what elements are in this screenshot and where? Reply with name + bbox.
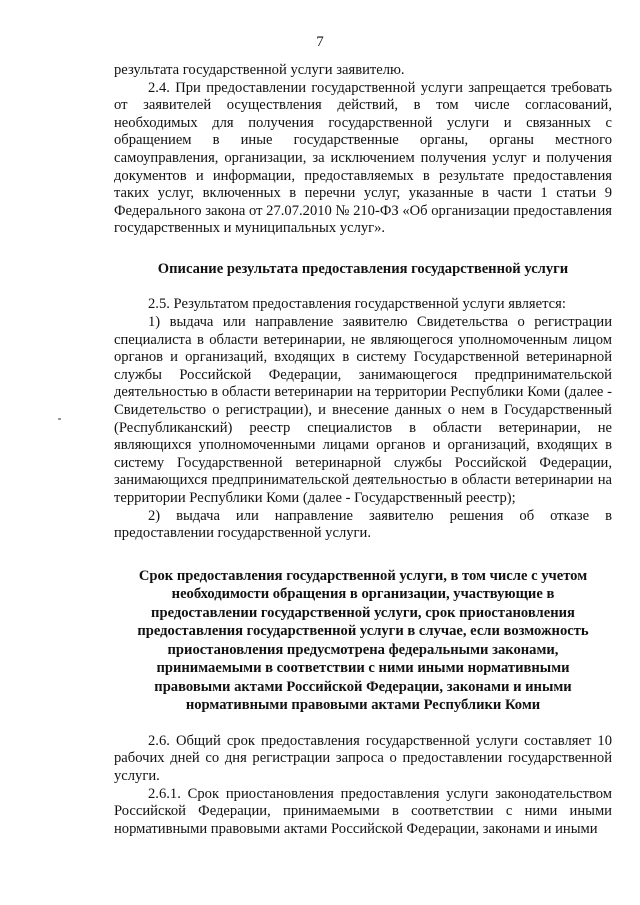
page-number: 7 [316, 34, 324, 50]
section-heading-result: Описание результата предоставления государственной услуги [157, 260, 569, 277]
list-item-2: 2) выдача или направление заявителю решения об отказе в предоставлении государственной услуги. [114, 507, 612, 542]
paragraph-2-6-1: 2.6.1. Срок приостановления предоставления услуги законодательством Российской Федерации, принимаемыми в соответствии с ними иными нормативными правовыми актами Российской Федерации, законами и иными [114, 785, 612, 837]
paragraph-2-4: 2.4. При предоставлении государственной услуги запрещается требовать от заявителей осуществления действий, в том числе согласований, необходимых для получения государственной услуги и связанных с обращением в иные государственные органы, органы местного самоуправления, организации, за исключением получения услуг и получения документов и информации, предоставляемых в результате предоставления таких услуг, включенных в перечни услуг, указанные в части 1 статьи 9 Федерального закона от 27.07.2010 № 210-ФЗ «Об организации предоставления государственных и муниципальных услуг». [114, 79, 613, 237]
document-body [114, 62, 612, 838]
paragraph-continuation: результата государственной услуги заявителю. [114, 62, 405, 78]
section-heading-term: Срок предоставления государственной услуги, в том числе с учетом необходимости обращения в организации, участвующие в предоставлении государственной услуги, срок приостановления предоставления государственной услуги в случае, если возможность приостановления предусмотрена федеральными законами, принимаемыми в соответствии с ними иными нормативными правовыми актами Российской Федерации, законами и иными нормативными правовыми актами Республики Коми [137, 567, 589, 714]
list-item-1: 1) выдача или направление заявителю Свидетельства о регистрации специалиста в области ветеринарии, не являющегося уполномоченным лицом органов и организаций, входящих в систему Государственной ветеринарной службы Российской Федерации, занимающегося предпринимательской деятельностью в области ветеринарии на территории Республики Коми (далее - Свидетельство о регистрации), и внесение данных о нем в Государственный (Республиканский) реестр специалистов в области ветеринарии, не являющихся уполномоченными лицами органов и организаций, входящих в систему Государственной ветеринарной службы Российской Федерации, занимающихся предпринимательской деятельностью в области ветеринарии на территории Республики Коми (далее - Государственный реестр); [114, 314, 612, 506]
paragraph-2-5: 2.5. Результатом предоставления государственной услуги является: [148, 296, 566, 313]
paragraph-2-6: 2.6. Общий срок предоставления государственной услуги составляет 10 рабочих дней со дня регистрации запроса о предоставлении государственной услуги. [114, 732, 612, 784]
scan-mark [58, 418, 61, 420]
